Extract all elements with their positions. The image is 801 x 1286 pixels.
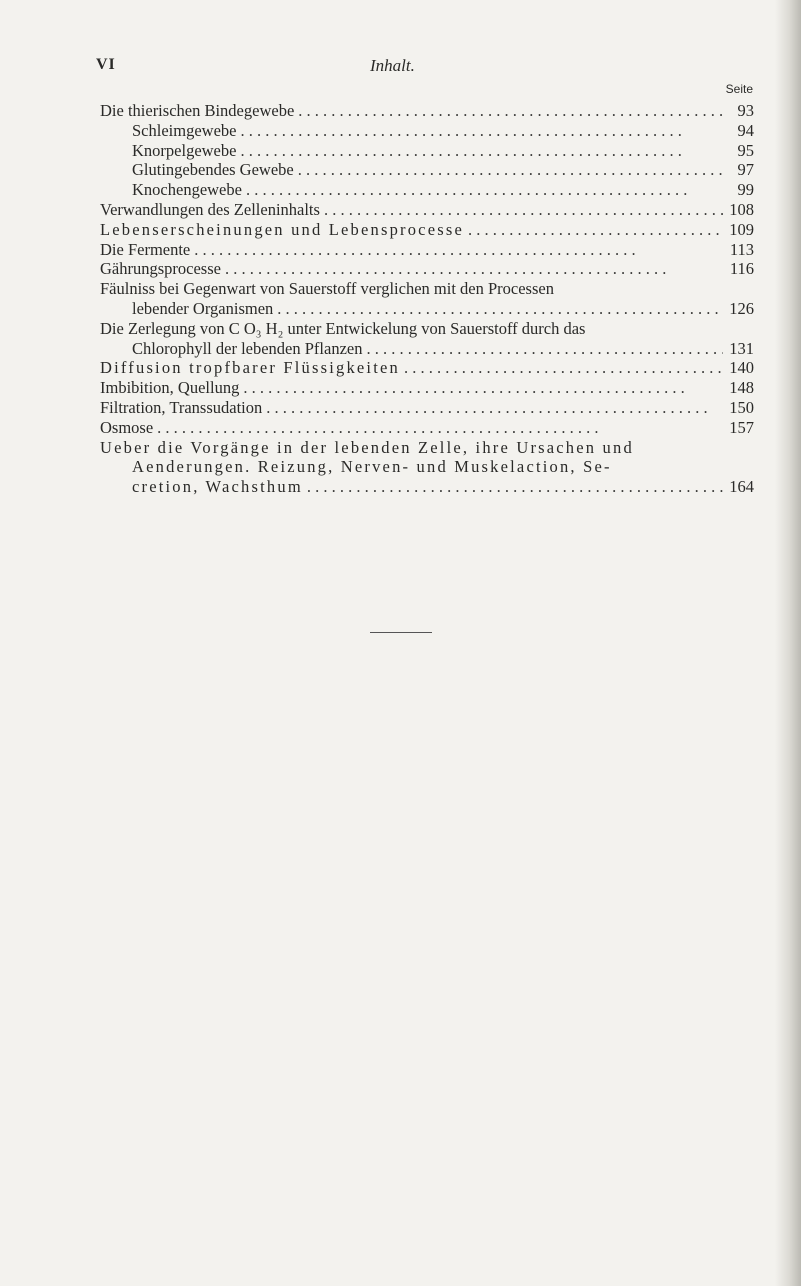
section-divider	[370, 632, 432, 633]
toc-entry-row	[132, 121, 754, 141]
page-column-label: Seite	[725, 82, 753, 96]
toc-entry-row	[100, 200, 754, 220]
toc-entry-row	[100, 398, 754, 418]
toc-entry	[100, 240, 754, 260]
dot-leader	[366, 339, 723, 359]
toc-entry-text: Aenderungen. Reizung, Nerven- und Muskelaction, Se-	[132, 457, 612, 477]
toc-entry-row	[100, 101, 754, 121]
toc-page-number: 140	[729, 358, 754, 378]
toc-entry-row	[100, 299, 754, 319]
toc-page-number: 126	[729, 298, 754, 318]
dot-leader	[266, 398, 723, 418]
toc-entry-row	[100, 339, 754, 359]
toc-entry-row	[100, 477, 754, 497]
toc-page-number: 94	[737, 120, 754, 140]
toc-entry-row	[100, 240, 754, 260]
toc-entry	[100, 279, 754, 319]
toc-entry-label: Schleimgewebe	[132, 120, 237, 140]
toc-entry-label: lebender Organismen	[132, 298, 274, 318]
toc-entry-label: Diffusion tropfbarer Flüssigkeiten	[100, 358, 400, 378]
toc-page-number: 108	[729, 199, 754, 219]
toc-entry	[100, 358, 754, 378]
toc-page-number: 109	[729, 219, 754, 239]
toc-entry-label: Knochengewebe	[132, 180, 242, 200]
toc-entry-label: Die Fermente	[100, 239, 191, 259]
toc-entry-row	[100, 259, 754, 279]
page-number: VI	[96, 56, 116, 73]
toc-page-number: 157	[729, 417, 754, 437]
toc-entry	[100, 418, 754, 438]
toc-entry-row	[100, 358, 754, 378]
dot-leader	[240, 121, 724, 141]
toc-entry	[100, 378, 754, 398]
toc-entry-label: Knorpelgewebe	[132, 140, 237, 160]
toc-entry-row	[100, 418, 754, 438]
toc-entry-label: Filtration, Transsudation	[100, 397, 263, 417]
toc-entry	[100, 319, 754, 359]
toc-entry-label: Lebenserscheinungen und Lebensprocesse	[100, 219, 464, 239]
toc-page-number: 148	[729, 378, 754, 398]
toc-entry	[100, 101, 754, 121]
page-edge-shadow	[775, 0, 801, 1286]
toc-page-number: 116	[729, 259, 754, 279]
dot-leader	[404, 358, 723, 378]
toc-page-number: 93	[737, 101, 754, 120]
dot-leader	[298, 160, 724, 180]
toc-entry	[100, 160, 754, 180]
toc-entry-label: Chlorophyll der lebenden Pflanzen	[132, 338, 363, 358]
toc-entry-row	[132, 180, 754, 200]
dot-leader	[225, 259, 724, 279]
dot-leader	[277, 299, 723, 319]
toc-entry	[100, 398, 754, 418]
toc-page-number: 150	[729, 397, 754, 417]
toc-entry-label: Verwandlungen des Zelleninhalts	[100, 199, 320, 219]
toc-entry-label: cretion, Wachsthum	[132, 477, 303, 497]
toc-entry	[100, 200, 754, 220]
toc-entry	[100, 259, 754, 279]
toc-entry-label: Osmose	[100, 417, 154, 437]
dot-leader	[240, 141, 724, 161]
page-title: Inhalt.	[370, 56, 415, 75]
toc-entry-label: Gährungsprocesse	[100, 259, 221, 279]
toc-entry-row	[100, 378, 754, 398]
dot-leader	[246, 180, 724, 200]
toc-page-number: 131	[729, 338, 754, 358]
dot-leader	[307, 477, 723, 497]
toc-page-number: 95	[737, 140, 754, 160]
toc-entry-label: Die thierischen Bindegewebe	[100, 101, 295, 120]
toc-entry	[100, 438, 754, 497]
toc-entry	[100, 141, 754, 161]
toc-entry-text: Fäulniss bei Gegenwart von Sauerstoff verglichen mit den Processen	[100, 279, 554, 299]
toc-entry-row	[132, 160, 754, 180]
toc-page-number: 164	[729, 477, 754, 497]
toc-entry-row	[132, 141, 754, 161]
toc-entry	[100, 220, 754, 240]
toc-entry-text: Ueber die Vorgänge in der lebenden Zelle, ihre Ursachen und	[100, 437, 634, 457]
toc-page-number: 113	[729, 239, 754, 259]
toc-entry	[100, 121, 754, 141]
dot-leader	[157, 418, 723, 438]
toc-entry-label: Glutingebendes Gewebe	[132, 160, 294, 180]
toc-entry	[100, 180, 754, 200]
dot-leader	[298, 101, 724, 121]
dot-leader	[324, 200, 723, 220]
toc-page-number: 97	[737, 160, 754, 180]
table-of-contents	[100, 101, 754, 497]
toc-page-number: 99	[737, 180, 754, 200]
dot-leader	[468, 220, 723, 240]
toc-entry-label: Imbibition, Quellung	[100, 378, 240, 398]
running-head	[0, 56, 801, 80]
toc-entry-text: Die Zerlegung von C O₃ H₂ unter Entwickelung von Sauerstoff durch das	[100, 318, 586, 338]
toc-entry-row	[100, 220, 754, 240]
dot-leader	[243, 378, 723, 398]
dot-leader	[194, 240, 724, 260]
